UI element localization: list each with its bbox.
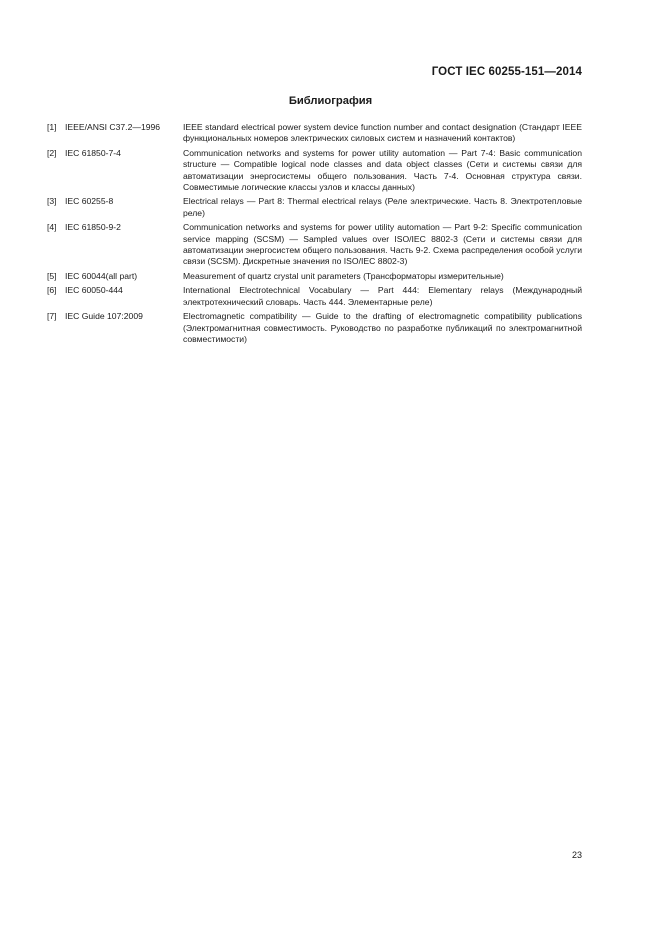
bibliography-entry (47, 271, 582, 282)
entry-number: [6] (47, 285, 57, 296)
bibliography-entry (47, 311, 582, 345)
entry-description: Electromagnetic compatibility — Guide to the drafting of electromagnetic compatibility publications (Электромагнитная совместимость. Руководство по разработке публикаций по электромагнитной совместимости) (183, 311, 582, 344)
bibliography-entry (47, 222, 582, 268)
entry-description: Communication networks and systems for power utility automation — Part 9-2: Specific communication service mapping (SCSM) — Sampled values over ISO/IEC 8802-3 (Сети и системы связи для автоматизации энергосистем общего пользования. Часть 9-2. Схема распределения особой услуги связи (SCSM). Дискретные значения по ISO/IEC 8802-3) (183, 222, 582, 267)
bibliography-entry (47, 196, 582, 219)
entry-description: International Electrotechnical Vocabulary — Part 444: Elementary relays (Международный электротехнический словарь. Часть 444. Элементарные реле) (183, 285, 582, 307)
entry-number: [7] (47, 311, 57, 322)
bibliography-entry (47, 122, 582, 145)
entry-number: [4] (47, 222, 57, 233)
entry-description: IEEE standard electrical power system device function number and contact designation (Стандарт IEEE функциональных номеров электрических силовых систем и назначений контактов) (183, 122, 582, 144)
entry-number: [5] (47, 270, 57, 281)
document-code: ГОСТ IEC 60255-151—2014 (431, 66, 582, 78)
entry-standard-code: IEEE/ANSI C37.2—1996 (65, 122, 161, 132)
bibliography-entry (47, 285, 582, 308)
entry-description: Communication networks and systems for power utility automation — Part 7-4: Basic communication structure — Compatible logical node classes and data object classes (Сети и системы связи для автоматизации энергосистемы общего пользования. Часть 7-4. Основная структура связи. Совместимые логические классы узлов и классы данных) (183, 147, 582, 193)
entry-description: Measurement of quartz crystal unit parameters (Трансформаторы измерительные) (183, 270, 504, 281)
entry-description: Electrical relays — Part 8: Thermal electrical relays (Реле электрические. Часть 8. Электротепловые реле) (183, 196, 582, 218)
entry-standard-code: IEC 60050-444 (65, 285, 123, 296)
bibliography-list (47, 122, 582, 348)
entry-number: [2] (47, 147, 57, 158)
page-number: 23 (571, 850, 582, 860)
entry-standard-code: IEC 60044(all part) (65, 270, 138, 281)
bibliography-entry (47, 148, 582, 194)
entry-standard-code: IEC Guide 107:2009 (65, 311, 143, 322)
entry-standard-code: IEC 61850-9-2 (65, 222, 121, 233)
entry-number: [1] (47, 122, 57, 132)
entry-standard-code: IEC 61850-7-4 (65, 147, 121, 158)
entry-standard-code: IEC 60255-8 (65, 196, 114, 207)
page-title: Библиография (288, 95, 373, 107)
entry-number: [3] (47, 196, 57, 207)
